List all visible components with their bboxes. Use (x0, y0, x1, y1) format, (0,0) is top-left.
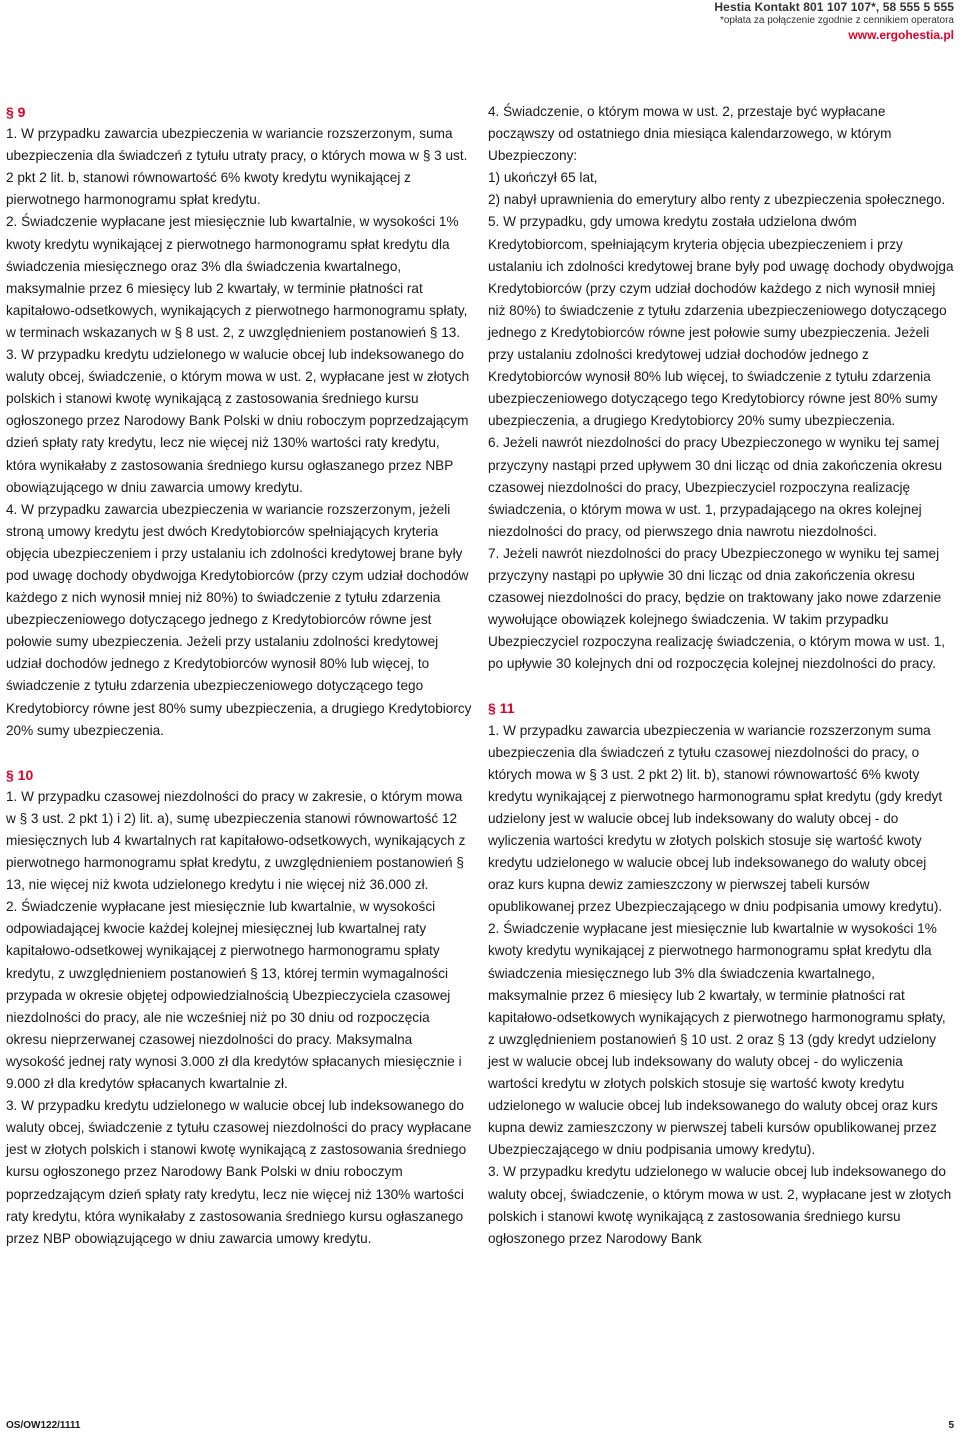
paragraph: 5. W przypadku, gdy umowa kredytu została udzielona dwóm Kredytobiorcom, spełniającym kryteria objęcia ubezpieczeniem i przy ustalaniu ich zdolności kredytowej brane były pod uwagę dochody obydwojga Kredytobiorców (przy czym udział dochodów każdego z nich wynosił mniej niż 80%) to świadczenie z tytułu zdarzenia ubezpieczeniowego dotyczącego jednego z Kredytobiorców równe jest połowie sumy ubezpieczenia. Jeżeli przy ustalaniu zdolności kredytowej udział dochodów jednego z Kredytobiorców wynosił 80% lub więcej, to świadczenie z tytułu zdarzenia ubezpieczeniowego dotyczącego tego Kredytobiorcy równe jest 80% sumy ubezpieczenia, a drugiego Kredytobiorcy 20% sumy ubezpieczenia. (488, 214, 954, 429)
paragraph: 2. Świadczenie wypłacane jest miesięcznie lub kwartalnie w wysokości 1% kwoty kredytu wynikającej z pierwotnego harmonogramu spłat kredytu dla świadczenia miesięcznego lub 3% dla świadczenia kwartalnego, maksymalnie przez 6 miesięcy lub 2 kwartały, w terminie płatności rat kapitałowo-odsetkowych wynikających z pierwotnego harmonogramu spłaty, z uwzględnieniem postanowień § 10 ust. 2 oraz § 13 (gdy kredyt udzielony jest w walucie obcej lub indeksowany do waluty obcej - do wyliczenia wartości kredytu w złotych polskich stosuje się wartość kwoty kredytu udzielonego w walucie obcej lub indeksowanego do waluty obcej oraz kurs kupna dewiz zamieszczony w pierwszej tabeli kursów opublikowanej przez Ubezpieczającego w dniu podpisania umowy kredytu). (488, 921, 946, 1158)
paragraph: 7. Jeżeli nawrót niezdolności do pracy Ubezpieczonego w wyniku tej samej przyczyny nastąpi po upływie 30 dni licząc od dnia zakończenia okresu czasowej niezdolności do pracy, będzie on traktowany jako nowe zdarzenie wywołujące obowiązek kolejnego świadczenia. W takim przypadku Ubezpieczyciel rozpoczyna realizację świadczenia, o którym mowa w ust. 1, po upływie 30 kolejnych dni od rozpoczęcia kolejnej niezdolności do pracy. (488, 545, 946, 672)
contact-line: Hestia Kontakt 801 107 107*, 58 555 5 555 (714, 0, 954, 14)
paragraph: 1. W przypadku zawarcia ubezpieczenia w wariancie rozszerzonym, suma ubezpieczenia dla świadczeń z tytułu utraty pracy, o których mowa w § 3 ust. 2 pkt 2 lit. b, stanowi równowartość 6% kwoty kredytu wynikającej z pierwotnego harmonogramu spłat kredytu. (6, 126, 468, 208)
contact-note: *opłata za połączenie zgodnie z cennikiem operatora (719, 15, 954, 26)
page-number: 5 (948, 1420, 954, 1431)
paragraph: 3. W przypadku kredytu udzielonego w walucie obcej lub indeksowanego do waluty obcej, świadczenie, o którym mowa w ust. 2, wypłacane jest w złotych polskich i stanowi kwotę wynikającą z zastosowania średniego kursu ogłoszonego przez Narodowy Bank (488, 1164, 952, 1246)
paragraph: 1. W przypadku czasowej niezdolności do pracy w zakresie, o którym mowa w § 3 ust. 2 pkt 1) i 2) lit. a), sumę ubezpieczenia stanowi równowartość 12 miesięcznych lub 4 kwartalnych rat kapitałowo-odsetkowych, wynikających z pierwotnego harmonogramu spłat kredytu, z uwzględnieniem postanowień § 13, nie więcej niż kwota udzielonego kredytu i nie więcej niż 36.000 zł. (6, 788, 466, 893)
paragraph: 6. Jeżeli nawrót niezdolności do pracy Ubezpieczonego w wyniku tej samej przyczyny nastąpi przed upływem 30 dni licząc od dnia zakończenia okresu czasowej niezdolności do pracy, Ubezpieczyciel rozpoczyna realizację świadczenia, o którym mowa w ust. 1, przypadającego na okres kolejnej niezdolności do pracy, od pierwszego dnia nawrotu niezdolności. (488, 435, 943, 539)
paragraph: 3. W przypadku kredytu udzielonego w walucie obcej lub indeksowanego do waluty obcej, świadczenie, o którym mowa w ust. 2, wypłacane jest w złotych polskich i stanowi kwotę wynikającą z zastosowania średniego kursu ogłoszonego przez Narodowy Bank Polski w dniu roboczym poprzedzającym dzień spłaty raty kredytu, lecz nie więcej niż 130% wartości raty kredytu, która wynikałaby z zastosowania średniego kursu ogłaszanego przez NBP obowiązującego w dniu zawarcia umowy kredytu. (6, 347, 470, 495)
section-heading-9: § 9 (6, 104, 26, 120)
section-heading-10: § 10 (6, 766, 34, 783)
document-code: OS/OW122/1111 (6, 1420, 81, 1431)
paragraph: 1) ukończył 65 lat, (488, 170, 598, 186)
paragraph: 2) nabył uprawnienia do emerytury albo renty z ubezpieczenia społecznego. (488, 192, 946, 208)
left-column (6, 101, 472, 1250)
website-link[interactable]: www.ergohestia.pl (848, 28, 954, 42)
section-heading-11: § 11 (488, 700, 515, 717)
paragraph: 2. Świadczenie wypłacane jest miesięcznie lub kwartalnie, w wysokości 1% kwoty kredytu wynikającej z pierwotnego harmonogramu spłat kredytu dla świadczenia miesięcznego oraz 3% dla świadczenia kwartalnego, maksymalnie przez 6 miesięcy lub 2 kwartały, w terminie płatności rat kapitałowo-odsetkowych, wynikających z pierwotnego harmonogramu spłaty, w terminach wskazanych w § 8 ust. 2, z uwzględnieniem postanowień § 13. (6, 214, 468, 340)
page-header (714, 0, 954, 42)
paragraph: 4. Świadczenie, o którym mowa w ust. 2, przestaje być wypłacane począwszy od ostatniego dnia miesiąca kalendarzowego, w którym Ubezpieczony: (488, 104, 892, 164)
right-column (488, 101, 954, 1250)
paragraph: 1. W przypadku zawarcia ubezpieczenia w wariancie rozszerzonym suma ubezpieczenia dla świadczeń z tytułu czasowej niezdolności do pracy, o których mowa w § 3 ust. 2 pkt 2) lit. b), stanowi równowartość 6% kwoty kredytu wynikającej z pierwotnego harmonogramu spłat kredytu (gdy kredyt udzielony jest w walucie obcej lub indeksowany do waluty obcej - do wyliczenia wartości kredytu w złotych polskich stosuje się wartość kwoty kredytu udzielonego w walucie obcej lub indeksowanego do waluty obcej oraz kurs kupna dewiz zamieszczony w pierwszej tabeli kursów opublikowanej przez Ubezpieczającego w dniu podpisania umowy kredytu). (488, 722, 943, 915)
paragraph: 3. W przypadku kredytu udzielonego w walucie obcej lub indeksowanego do waluty obcej, świadczenie z tytułu czasowej niezdolności do pracy wypłacane jest w złotych polskich i stanowi kwotę wynikającą z zastosowania średniego kursu ogłoszonego przez Narodowy Bank Polski w dniu roboczym poprzedzającym dzień spłaty raty kredytu, lecz nie więcej niż 130% wartości raty kredytu, która wynikałaby z zastosowania średniego kursu ogłaszanego przez NBP obowiązującego w dniu zawarcia umowy kredytu. (6, 1098, 472, 1246)
paragraph: 2. Świadczenie wypłacane jest miesięcznie lub kwartalnie, w wysokości odpowiadającej kwocie każdej kolejnej miesięcznej lub kwartalnej raty kapitałowo-odsetkowej wynikającej z pierwotnego harmonogramu spłaty kredytu, z uwzględnieniem postanowień § 13, której termin wymagalności przypada w okresie objętej odpowiedzialnością Ubezpieczyciela czasowej niezdolności do pracy, ale nie wcześniej niż po 30 dniu od rozpoczęcia okresu nieprzerwanej czasowej niezdolności do pracy. Maksymalna wysokość jednej raty wynosi 3.000 zł dla kredytów spłacanych miesięcznie i 9.000 zł dla kredytów spłacanych kwartalnie zł. (6, 899, 462, 1092)
paragraph: 4. W przypadku zawarcia ubezpieczenia w wariancie rozszerzonym, jeżeli stroną umowy kredytu jest dwóch Kredytobiorców spełniających kryteria objęcia ubezpieczeniem i przy ustalaniu ich zdolności kredytowej brane były pod uwagę dochody obydwojga Kredytobiorców (przy czym udział dochodów każdego z nich wynosił mniej niż 80%) to świadczenie z tytułu zdarzenia ubezpieczeniowego dotyczącego jednego z Kredytobiorców równe jest połowie sumy ubezpieczenia. Jeżeli przy ustalaniu zdolności kredytowej udział dochodów jednego z Kredytobiorców wynosił 80% lub więcej, to świadczenie z tytułu zdarzenia ubezpieczeniowego dotyczącego tego Kredytobiorcy równe jest 80% sumy ubezpieczenia, a drugiego Kredytobiorcy 20% sumy ubezpieczenia. (6, 501, 472, 738)
